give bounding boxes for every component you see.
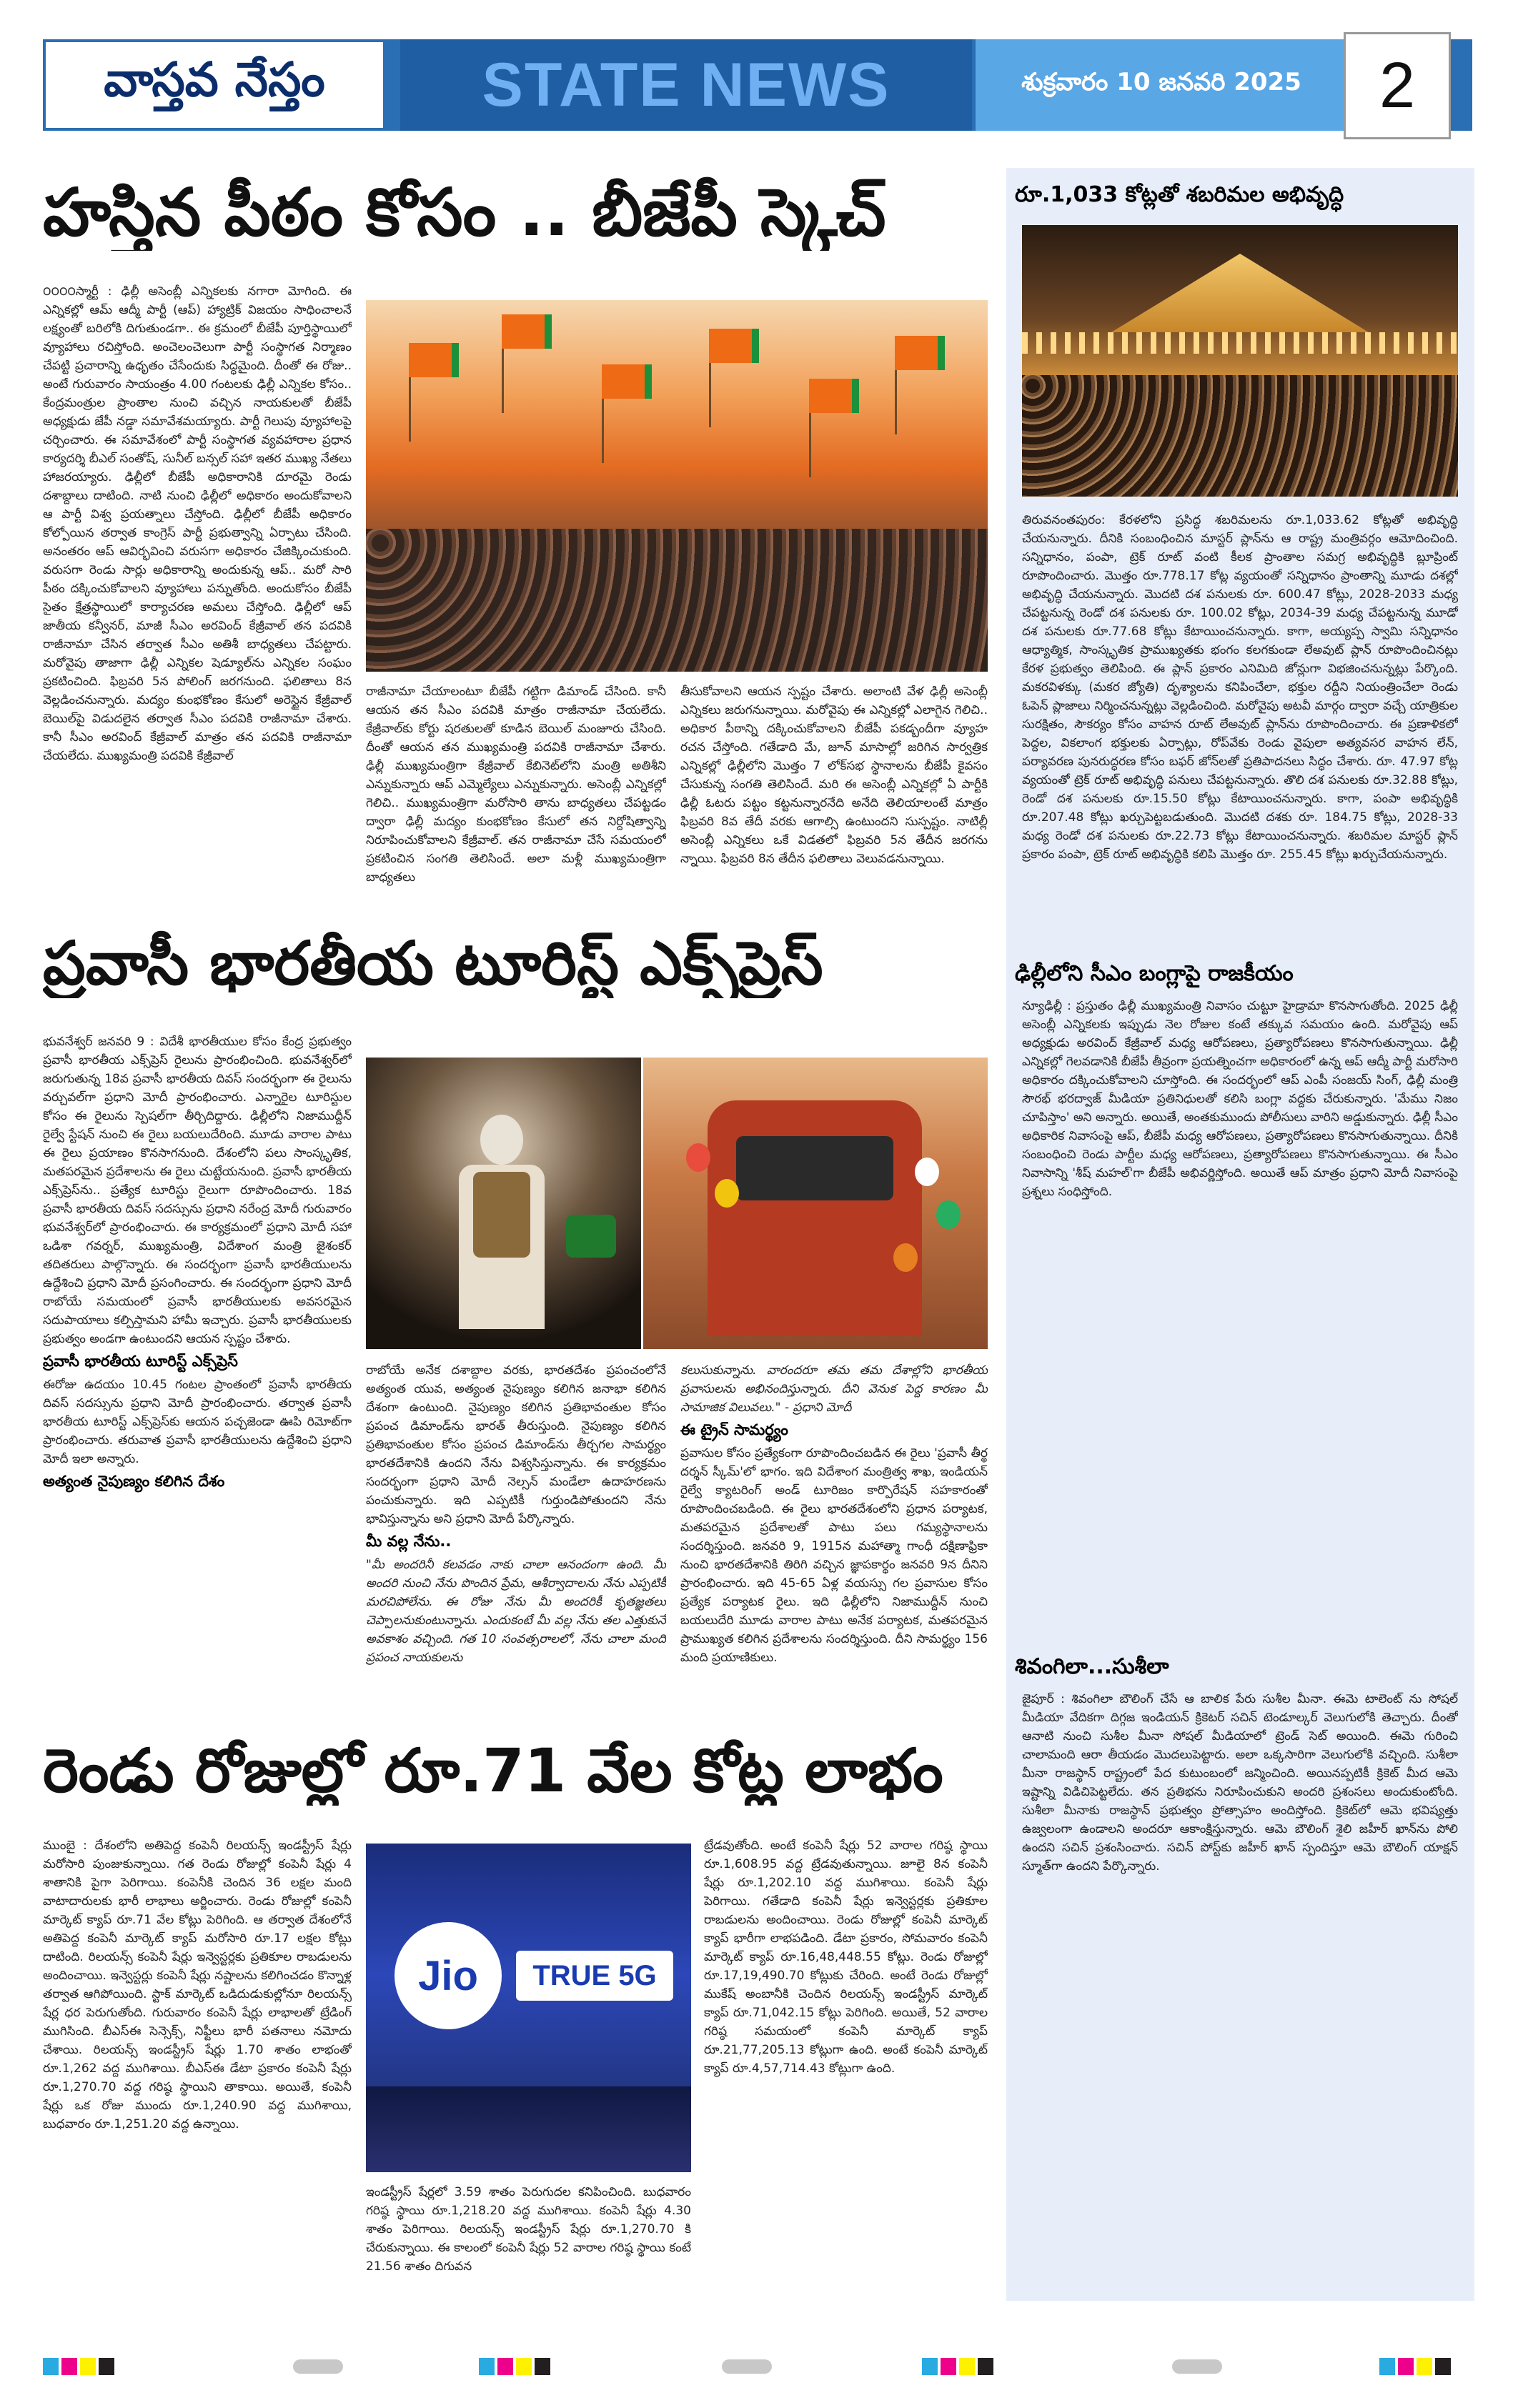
article2-subhead-4: ఈ ట్రైన్ సామర్థ్యం <box>680 1421 788 1438</box>
true5g-sign: TRUE 5G <box>516 1951 673 2001</box>
page-number-text: 2 <box>1379 49 1416 121</box>
flag-icon <box>502 314 552 349</box>
color-mark <box>61 2358 77 2375</box>
sidebar-story3-body: జైపూర్ : శివంగిలా బౌలింగ్ చేసే ఆ బాలిక పేరు సుశీల మీనా. ఈమె టాలెంట్ ను సోషల్ మీడియా వేదికగా దిగ్గజ ఇండియన్ క్రికెటర్ సచిన్ టెండూల్కర్ వెలుగులోకి తెచ్చారు. దీంతో ఆనాటి నుంచి సుశీల మీనా సోషల్ మీడియాలో ట్రెండ్ సెట్ అయింది. ఈమె గురించి చాలామంది ఆరా తీయడం మొదలుపెట్టారు. అలా ఒక్కసారిగా వెలుగులోకి వచ్చింది. సుశీలా మీనా రాజస్థాన్ రాష్ట్రంలో పేద కుటుంబంలో జన్మించింది. అయినప్పటికీ క్రికెట్ మీద ఆమె ఇష్టాన్ని విడిచిపెట్టలేదు. తన ప్రతిభను నిరూపించుకుని అందరి ప్రశంసలు అందుకుంటోంది. సుశీలా మీనాకు రాజస్థాన్ ప్రభుత్వం ప్రోత్సాహం అందిస్తోంది. క్రికెట్‌లో ఆమె భవిష్యత్తు ఉజ్వలంగా ఉండాలని అందరూ ఆకాంక్షిస్తున్నారు. ఆమె బౌలింగ్ శైలి జహీర్ ఖాన్‌ను పోలి ఉందని సచిన్ ప్రశంసించారు. సచిన్ పోస్ట్‌కు జహీర్ ఖాన్ స్పందిస్తూ ఆమె బౌలింగ్ యాక్షన్ స్మూత్‌గా ఉందని పేర్కొన్నారు. <box>1022 1692 1458 1874</box>
flag-icon <box>809 379 859 413</box>
article1-column-2: రాజీనామా చేయాలంటూ బీజేపీ గట్టిగా డిమాండ్ చేసింది. కానీ ఆయన తన సీఎం పదవికి మాత్రం రాజీనామా చేయలేదు. కేజ్రీవాల్‌కు కోర్టు షరతులతో కూడిన బెయిల్ మంజూరు చేసింది. దీంతో ఆయన తన ముఖ్యమంత్రి పదవికి రాజీనామా చేశారు. ఢిల్లీ ముఖ్యమంత్రిగా కేజ్రీవాల్ కేబినెట్‌లోని మంత్రి అతిశీని ఎన్నుకున్నారు ఆప్ ఎమ్మెల్యేలు ఎన్నుకున్నారు. అసెంబ్లీ ఎన్నికల్లో గెలిచి.. ముఖ్యమంత్రిగా మరోసారి తాను బాధ్యతలు చేపట్టడం ద్వారా ఢిల్లీ మద్యం కుంభకోణం కేసులో తన నిర్దోషిత్వాన్ని నిరూపించుకోవాలని కేజ్రీవాల్. తన రాజీనామా చేసే సమయంలో ప్రకటించిన సంగతి తెలిసిందే. అలా మళ్లీ ముఖ్యమంత్రిగా బాధ్యతలు <box>366 685 666 885</box>
stage-floor-shape <box>366 2086 691 2172</box>
article2-column-2b-text: "మీ అందరినీ కలవడం నాకు చాలా ఆనందంగా ఉంది. మీ అందరి నుంచి నేను పొందిన ప్రేమ, ఆశీర్వాదాలను నేను ఎప్పటికీ మరచిపోలేను. ఈ రోజు నేను మీ అందరికీ కృతజ్ఞతలు చెప్పాలనుకుంటున్నాను. ఎందుకంటే మీ వల్ల నేను తల ఎత్తుకునే అవకాశం వచ్చింది. గత 10 సంవత్సరాలలో, నేను చాలా మంది ప్రపంచ నాయకులను <box>366 1558 666 1665</box>
color-mark <box>99 2358 114 2375</box>
temple-roof-shape <box>1079 254 1401 332</box>
sidebar-story3-headline[interactable]: శివంగిలా...సుశీలా <box>1015 1654 1169 1679</box>
article2-column-2-text: రాబోయే అనేక దశాబ్దాల వరకు, భారతదేశం ప్రపంచంలోనే అత్యంత యువ, అత్యంత నైపుణ్యం కలిగిన జనాభా కలిగిన దేశంగా ఉంటుంది. నైపుణ్యం కలిగిన ప్రతిభావంతుల కోసం ప్రపంచ డిమాండ్‌ను భారత్ తీరుస్తుంది. నైపుణ్యం కలిగిన ప్రతిభావంతుల కోసం ప్రపంచ డిమాండ్‌ను తీర్చగల సామర్థ్యం భారతదేశానికి ఉందని నేను విశ్వసిస్తున్నాను. ఈ కార్యక్రమం సందర్భంగా ప్రధాని మోదీ నెల్సన్ మండేలా ఉదాహరణను పంచుకున్నారు. ఇది ఎప్పటికీ గుర్తుండిపోతుందని నేను భావిస్తున్నాను అని ప్రధాని మోదీ పేర్కొన్నారు. <box>366 1363 666 1526</box>
article1-column-3: తీసుకోవాలని ఆయన స్పష్టం చేశారు. అలాంటి వేళ ఢిల్లీ అసెంబ్లీ ఎన్నికలు జరుగనున్నాయి. మరోవైపు ఈ ఎన్నికల్లో ఎలాగైన గెలిచి.. అధికార పీఠాన్ని దక్కించుకోవాలని బీజేపీ పకడ్బందీగా వ్యూహ రచన చేస్తోంది. గతేడాది మే, జూన్ మాసాల్లో జరిగిన సార్వత్రిక ఎన్నికల్లో ఢిల్లీలోని మొత్తం 7 లోక్‌సభ స్థానాలను బీజేపీ కైవసం చేసుకున్న సంగతి తెలిసిందే. మరి ఈ అసెంబ్లీ ఎన్నికల్లో ఏ పార్టీకి ఢిల్లీ ఓటరు పట్టం కట్టనున్నారనేది అనేది తెలియాలంటే మాత్రం ఫిబ్రవరి 8వ తేదీ వరకు ఆగాల్సి ఉంటుందని సుస్పష్టం. నాటిల్లీ అసెంబ్లీ ఎన్నికలు ఒకే విడతలో ఫిబ్రవరి 5న తేదీన జరగను న్నాయి. ఫిబ్రవరి 8న తేదీన ఫలితాలు వెలువడనున్నాయి. <box>680 685 988 866</box>
masthead <box>0 39 1513 131</box>
devotee-crowd-illustration <box>1022 375 1458 497</box>
balloon-icon <box>686 1143 710 1172</box>
color-mark <box>941 2358 956 2375</box>
color-registration-marks <box>479 2358 550 2375</box>
article2-column-3b-text: ప్రవాసుల కోసం ప్రత్యేకంగా రూపొందించబడిన ఈ రైలు 'ప్రవాసీ తీర్థ దర్శన్ స్కీమ్'లో భాగం. ఇది విదేశాంగ మంత్రిత్వ శాఖ, ఇండియన్ రైల్వే క్యాటరింగ్ అండ్ టూరిజం కార్పొరేషన్ సహకారంతో రూపొందించబడింది. ఈ రైలు భారతదేశంలోని ప్రధాన పర్యాటక, మతపరమైన ప్రదేశాలతో పాటు పలు గమ్యస్థానాలను సందర్శిస్తుంది. జనవరి 9, 1915న మహాత్మా గాంధీ దక్షిణాఫ్రికా నుంచి భారతదేశానికి తిరిగి వచ్చిన జ్ఞాపకార్థం జనవరి 9న దీనిని ప్రారంభించారు. ఇది 45-65 ఏళ్ల వయస్సు గల ప్రవాసుల కోసం ప్రత్యేక పర్యాటక రైలు. ఇది ఢిల్లీలోని నిజాముద్దీన్ నుంచి బయలుదేరి మూడు వారాల పాటు అనేక పర్యాటక, మతపరమైన ప్రాముఖ్యత కలిగిన ప్రదేశాలను సందర్శిస్తుంది. దీని సామర్థ్యం 156 మంది ప్రయాణికులు. <box>680 1446 988 1665</box>
article1-headline[interactable]: హస్తిన పీఠం కోసం .. బీజేపీ స్కెచ్ <box>43 175 886 251</box>
issue-date-text: శుక్రవారం 10 జనవరి 2025 <box>1021 68 1301 96</box>
article3-column-2: ఇండస్ట్రీస్ షేర్లలో 3.59 శాతం పెరుగుదల కనిపించింది. బుధవారం గరిష్ఠ స్థాయి రూ.1,218.20 వద్ద ముగిశాయి. కంపెనీ షేర్లు 4.30 శాతం పెరిగాయి. రిలయన్స్ ఇండస్ట్రీస్ షేర్లు రూ.1,270.70 కి చేరుకున్నాయి. ఈ కాలంలో కంపెనీ షేర్లు 52 వారాల గరిష్ఠ స్థాయి కంటే 21.56 శాతం దిగువన <box>366 2185 691 2274</box>
flag-icon <box>602 364 652 399</box>
train-photo <box>643 1058 988 1349</box>
article2-column-1b-text: ఈరోజు ఉదయం 10.45 గంటల ప్రాంతంలో ప్రవాసీ భారతీయ దివస్ సదస్సును ప్రధాని మోదీ ప్రారంభించారు. తర్వాత ప్రవాసీ భారతీయ టూరిస్ట్ ఎక్స్‌ప్రెస్‌కు ఆయన పచ్చజెండా ఊపి రిమోట్‌గా ప్రారంభించారు. తరువాత ప్రవాసీ భారతీయులను ఉద్దేశించి ప్రధాని మోదీ ఇలా అన్నారు. <box>43 1378 352 1466</box>
color-registration-marks <box>43 2358 114 2375</box>
speaker-figure <box>452 1115 552 1329</box>
color-mark <box>43 2358 59 2375</box>
issue-date <box>976 39 1347 131</box>
balloon-icon <box>715 1179 739 1208</box>
color-registration-marks <box>922 2358 993 2375</box>
train-window-shape <box>736 1136 893 1200</box>
color-mark <box>978 2358 993 2375</box>
article2-subhead-1: ప్రవాసీ భారతీయ టూరిస్ట్ ఎక్స్‌ప్రెస్ <box>43 1353 238 1370</box>
flag-icon <box>709 329 759 363</box>
sidebar-story1-body: తిరువనంతపురం: కేరళలోని ప్రసిద్ధ శబరిమలను రూ.1,033.62 కోట్లతో అభివృద్ధి చేయనున్నారు. దీనికి సంబంధించిన మాస్టర్ ప్లాన్‌ను ఆ రాష్ట్ర మంత్రివర్గం ఆమోదించింది. సన్నిధానం, పంపా, ట్రెక్ రూట్ వంటి కీలక ప్రాంతాల సమగ్ర అభివృద్ధికి బ్లూప్రింట్ రూపొందించారు. మొత్తం రూ.778.17 కోట్ల వ్యయంతో సన్నిధానం ప్రాంతాన్ని మూడు దశల్లో అభివృద్ధి చేయనున్నారు. మొదటి దశ పనులకు రూ. 600.47 కోట్లు, 2028-2033 మధ్య చేపట్టనున్న రెండో దశ పనులకు రూ. 100.02 కోట్లు, 2034-39 మధ్య చేపట్టనున్న మూడో దశ పనులకు రూ.77.68 కోట్లు కేటాయించనున్నారు. కాగా, అయ్యప్ప స్వామి సన్నిధానం ఆధ్యాత్మిక, సాంస్కృతిక ప్రాముఖ్యతకు భంగం కలగకుండా లేఅవుట్ ప్లాన్ రూపొందించినట్లు కేరళ ప్రభుత్వం తెలిపింది. ఈ ప్లాన్ ప్రకారం ఎనిమిది జోన్లుగా విభజించనున్నట్లు పేర్కొంది. మకరవిళక్కు (మకర జ్యోతి) దృశ్యాలను కనిపించేలా, భక్తుల రద్దీని నియంత్రించేలా రెండు ఓపెన్ ప్లాజాలు నిర్మించనున్నట్లు వెల్లడించింది. మరోవైపు అటవీ మార్గం ద్వారా వచ్చే యాత్రికుల సురక్షితం, సౌకర్యం కోసం వాహన రూట్ లేఅవుట్ ప్లాన్‌ను రూపొందించారు. ఈ ప్రణాళికలో పెద్దల, వికలాంగ భక్తులకు ఏర్పాట్లు, రోప్‌వేకు రెండు వైపులా అత్యవసర వాహన లేన్, పర్యావరణ పునరుద్ధరణ కోసం బఫర్ జోన్‌లతో ప్రతిపాదనలు సిద్ధం చేశారు. రూ. 47.97 కోట్ల వ్యయంతో ట్రెక్ రూట్ అభివృద్ధి పనులు చేపట్టనున్నారు. తొలి దశ పనులకు రూ.32.88 కోట్లు, రెండో దశ పనులకు రూ.15.50 కోట్లు కేటాయించనున్నారు. కాగా, పంపా అభివృద్ధికి రూ.207.48 కోట్లు ఖర్చుపెట్టబడుతుంది. మొదటి దశకు రూ. 184.75 కోట్లు, 2028-33 మధ్య రెండో దశ పనులకు రూ.22.73 కోట్లు కేటాయించనున్నారు. శబరిమల మాస్టర్ ప్లాన్ ప్రకారం పంపా, ట్రెక్ రూట్ అభివృద్ధికి కలిపి మొత్తం రూ. 255.45 కోట్లు ఖర్చుచేయనున్నారు. <box>1022 513 1458 862</box>
page-number <box>1344 32 1451 139</box>
jio-logo: Jio <box>395 1922 502 2029</box>
color-mark <box>479 2358 495 2375</box>
article2-subhead-2: అత్యంత నైపుణ్యం కలిగిన దేశం <box>43 1473 225 1490</box>
article2-column-3-text: కలుసుకున్నాను. వారందరూ తమ తమ దేశాల్లోని భారతీయ ప్రవాసులను అభినందిస్తున్నారు. దీని వెనుక పెద్ద కారణం మీ సామాజిక విలువలు." - ప్రధాని మోదీ <box>680 1363 988 1415</box>
color-mark <box>1435 2358 1451 2375</box>
article2-column-1 <box>43 1033 352 1722</box>
color-mark <box>80 2358 96 2375</box>
color-mark <box>535 2358 550 2375</box>
train-engine-shape <box>708 1100 922 1336</box>
balloon-icon <box>893 1243 918 1272</box>
sidebar-story1-headline[interactable]: రూ.1,033 కోట్లతో శబరిమల అభివృద్ధి <box>1015 182 1344 207</box>
registration-pill <box>1172 2359 1222 2374</box>
registration-pill <box>722 2359 772 2374</box>
sabarimala-temple-photo <box>1022 225 1458 497</box>
color-registration-marks <box>1379 2358 1451 2375</box>
flag-icon <box>895 336 945 370</box>
crowd-illustration <box>366 529 988 672</box>
balloon-icon <box>936 1200 961 1229</box>
logo-text: వాస్తవ నేస్తం <box>104 51 325 107</box>
article2-column-3 <box>680 1361 988 1722</box>
green-flag-icon <box>566 1215 616 1258</box>
article2-column-1-text: భువనేశ్వర్ జనవరి 9 : విదేశీ భారతీయుల కోసం కేంద్ర ప్రభుత్వం ప్రవాసీ భారతీయ ఎక్స్‌ప్రెస్ రైలును ప్రారంభించింది. భువనేశ్వర్‌లో జరుగుతున్న 18వ ప్రవాసీ భారతీయ దివస్ సందర్భంగా ఈ రైలును వర్చువల్‌గా ప్రధాని మోదీ ప్రారంభించారు. ఎన్నారైల టూరిస్టుల కోసం ఈ రైలును స్పెషల్‌గా తీర్చిదిద్దారు. ఢిల్లీలోని నిజాముద్దీన్ రైల్వే స్టేషన్ నుంచి ఈ రైలు బయలుదేరింది. మూడు వారాల పాటు ఈ రైలు ప్రయాణం కొనసాగనుంది. దేశంలోని పలు సాంస్కృతిక, మతపరమైన ప్రదేశాలను ఈ రైలు చుట్టేయనుంది. ప్రవాసీ భారతీయ ఎక్స్‌ప్రెస్‌ను.. ప్రత్యేక టూరిస్టు రైలుగా రూపొందించారు. 18వ ప్రవాసీ భారతీయ దివస్ సదస్సును ప్రధాని నరేంద్ర మోదీ గురువారం భువనేశ్వర్‌లో ప్రారంభించారు. ఈ కార్యక్రమంలో ప్రధాని మోదీ సహా ఒడిశా గవర్నర్, ముఖ్యమంత్రి, విదేశాంగ మంత్రి జైశంకర్ తదితరులు పాల్గొన్నారు. ఈ సందర్భంగా ప్రవాసీ భారతీయులను ఉద్దేశించి ప్రధాని మోదీ ప్రసంగించారు. ఈ సందర్భంగా ప్రధాని మోదీ రాబోయే సమయంలో ప్రవాసీ భారతీయులకు అవసరమైన సదుపాయాలు కల్పిస్తామని హామీ ఇచ్చారు. ప్రవాసీ భారతీయులకు ప్రభుత్వం అండగా ఉంటుందని ఆయన స్పష్టం చేశారు. <box>43 1035 352 1346</box>
color-mark <box>922 2358 938 2375</box>
bjp-rally-photo <box>366 300 988 672</box>
color-mark <box>1379 2358 1395 2375</box>
registration-pill <box>293 2359 343 2374</box>
article2-subhead-3: మీ వల్ల నేను.. <box>366 1533 452 1550</box>
newspaper-logo[interactable] <box>43 39 386 131</box>
vest-shape <box>473 1172 530 1258</box>
sidebar-story2-headline[interactable]: ఢిల్లీలోని సీఎం బంగ్లాపై రాజకీయం <box>1015 961 1294 986</box>
section-title <box>400 39 972 131</box>
balloon-icon <box>915 1158 939 1186</box>
temple-lights-shape <box>1022 332 1458 354</box>
pm-modi-photo <box>366 1058 641 1349</box>
section-title-text: STATE NEWS <box>482 50 891 119</box>
color-mark <box>1398 2358 1414 2375</box>
jio-5g-photo <box>366 1844 691 2172</box>
article3-column-3: ట్రేడవుతోంది. అంటే కంపెనీ షేర్లు 52 వారాల గరిష్ఠ స్థాయి రూ.1,608.95 వద్ద ట్రేడవుతున్నాయి. జూలై 8న కంపెనీ షేర్లు రూ.1,202.10 వద్ద ముగిశాయి. కంపెనీ షేర్లు పెరిగాయి. గతేడాది కంపెనీ షేర్లు ఇన్వెస్టర్లకు ప్రతికూల రాబడులను అందించాయి. రెండు రోజుల్లో కంపెనీ మార్కెట్ క్యాప్ భారీగా లాభపడింది. డేటా ప్రకారం, సోమవారం కంపెనీ మార్కెట్ క్యాప్ రూ.16,48,448.55 కోట్లు. రెండు రోజుల్లో రూ.17,19,490.70 కోట్లుకు చేరింది. అంటే రెండు రోజుల్లో ముకేష్ అంబానీకి చెందిన రిలయన్స్ ఇండస్ట్రీస్ మార్కెట్ క్యాప్ రూ.71,042.15 కోట్లు పెరిగింది. అయితే, 52 వారాల గరిష్ఠ సమయంలో కంపెనీ మార్కెట్ క్యాప్ రూ.21,77,205.13 కోట్లుగా ఉంది. అంటే కంపెనీ మార్కెట్ క్యాప్ రూ.4,57,714.43 కోట్లుగా ఉంది. <box>704 1839 988 2076</box>
sidebar-story2-body: న్యూఢిల్లీ : ప్రస్తుతం ఢిల్లీ ముఖ్యమంత్రి నివాసం చుట్టూ హైడ్రామా కొనసాగుతోంది. 2025 ఢిల్లీ అసెంబ్లీ ఎన్నికలకు ఇప్పుడు నెల రోజుల కంటే తక్కువ సమయం ఉంది. మరోవైపు ఆప్ అధ్యక్షుడు అరవింద్ కేజ్రీవాల్ మధ్య ఆరోపణలు, ప్రత్యారోపణలు కొనసాగుతున్నాయి. ఢిల్లీ ఎన్నికల్లో గెలవడానికి బీజేపీ తీవ్రంగా ప్రయత్నించగా అధికారంలో ఉన్న ఆప్ ఆద్మీ పార్టీ మరోసారి అధికారం దక్కించుకోవాలని చూస్తోంది. ఈ సందర్భంలో ఆప్ ఎంపీ సంజయ్ సింగ్, ఢిల్లీ మంత్రి సౌరభ్ భరద్వాజ్ మీడియా ప్రతినిధులతో కలిసి బంగ్లా వద్దకు చేరుకున్నారు. 'మేము నిజం చూపిస్తాం' అని అన్నారు. అయితే, అంతకుముందు పోలీసులు వారిని అడ్డుకున్నారు. ఢిల్లీ సీఎం అధికారిక నివాసంపై ఆప్, బీజేపీ మధ్య ఆరోపణలు, ప్రత్యారోపణలు కొనసాగుతున్నాయి. దీనికి సంబంధించి రెండు పార్టీల మధ్య ఆరోపణలు, ప్రత్యారోపణలు కొనసాగుతున్నాయి. ఈ సీఎం నివాసాన్ని 'శీష్ మహల్'గా బీజేపీ అభివర్ణిస్తోంది. అయితే ఆప్ మాత్రం ప్రధాని మోదీ నివాసంపై ప్రశ్నలు సంధిస్తోంది. <box>1022 999 1458 1199</box>
color-mark <box>959 2358 975 2375</box>
article3-column-1: ముంబై : దేశంలోని అతిపెద్ద కంపెనీ రిలయన్స్ ఇండస్ట్రీస్ షేర్లు మరోసారి పుంజుకున్నాయి. గత రెండు రోజుల్లో కంపెనీ షేర్లు 4 శాతానికి పైగా పెరిగాయి. కంపెనీకి చెందిన 36 లక్షల మంది వాటాదారులకు భారీ లాభాలు అర్జించారు. రెండు రోజుల్లో కంపెనీ మార్కెట్ క్యాప్ రూ.71 వేల కోట్లు పెరిగింది. ఆ తర్వాత దేశంలోనే అతిపెద్ద కంపెనీ మార్కెట్ క్యాప్ మరోసారి రూ.17 లక్షల కోట్లు దాటింది. రిలయన్స్ కంపెనీ షేర్లు ఇన్వెస్టర్లకు ప్రతికూల రాబడులను అందించాయి. ఇన్వెస్టర్లు కంపెనీ షేర్లు నష్టాలను కలిగించడం కొన్నాళ్ల తర్వాత ఆగిపోయింది. స్టాక్ మార్కెట్ ఒడిదుడుకుల్లోనూ రిలయన్స్ షేర్ల ధర పెరుగుతోంది. గురువారం కంపెనీ షేర్లు లాభాలతో ట్రేడింగ్ ముగిసింది. బీఎస్ఈ సెన్సెక్స్, నిఫ్టీలు భారీ పతనాలు నమోదు చేశాయి. రిలయన్స్ ఇండస్ట్రీస్ షేర్లు 1.70 శాతం లాభంతో రూ.1,262 వద్ద ముగిశాయి. బీఎస్ఈ డేటా ప్రకారం కంపెనీ షేర్లు రూ.1,270.70 వద్ద గరిష్ఠ స్థాయిని తాకాయి. అయితే, కంపెనీ షేర్లు ఒక రోజు ముందు రూ.1,240.90 వద్ద ముగిశాయి, బుధవారం రూ.1,251.20 వద్ద ఉన్నాయి. <box>43 1839 352 2131</box>
color-mark <box>516 2358 532 2375</box>
article1-column-1: ౦౦౦౦స్మార్టీ : ఢిల్లీ అసెంబ్లీ ఎన్నికలకు నగారా మోగింది. ఈ ఎన్నికల్లో ఆమ్ ఆద్మీ పార్టీ (ఆప్) హ్యాట్రిక్ విజయం సాధించాలనే లక్ష్యంతో బరిలోకి దిగుతుండగా.. ఈ క్రమంలో బీజేపీ పూర్తిస్థాయిలో వ్యూహాలు రచిస్తోంది. అంచెలంచెలుగా పార్టీ సంస్థాగత నిర్మాణం చేపట్టి ప్రచారాన్ని ఉధృతం చేసేందుకు సిద్ధమైంది. దీంతో ఈ రోజు.. అంటే గురువారం సాయంత్రం 4.00 గంటలకు ఢిల్లీ ఎన్నికల కోసం.. కేంద్రమంత్రుల ప్రాంతాల నుంచి వచ్చిన నాయకులతో బీజేపీ అధ్యక్షుడు జేపీ నడ్డా సమావేశమయ్యారు. పార్టీ గెలుపు వ్యూహాలపై చర్చించారు. ఈ సమావేశంలో పార్టీ సంస్థాగత వ్యవహారాల ప్రధాన కార్యదర్శి బీఎల్ సంతోష్, సునీల్ బన్సల్ సహా ఇతర ముఖ్య నేతలు హాజరయ్యారు. ఢిల్లీలో బీజేపీ అధికారానికి దూరమై రెండు దశాబ్దాలు దాటింది. నాటి నుంచి ఢిల్లీలో అధికారం అందుకోవాలని ఆ పార్టీ విశ్వ ప్రయత్నాలు చేస్తోంది. ఢిల్లీలో బీజేపీ అధికారం కోల్పోయిన తర్వాత కాంగ్రెస్ పార్టీ ప్రభుత్వాన్ని ఏర్పాటు చేసింది. అనంతరం ఆప్ ఆవిర్భవించి వరుసగా అధికారం చేజిక్కించుకుంది. వరుసగా రెండు సార్లు అధికారాన్ని అందుకున్న ఆప్.. మరో సారి పీఠం దక్కించుకోవాలని వ్యూహాలు పన్నుతోంది. అందుకోసం బీజేపీ సైతం క్షేత్రస్థాయిలో కార్యాచరణ అమలు చేస్తోంది. ఢిల్లీలో ఆప్ జాతీయ కన్వీనర్, మాజీ సీఎం అరవింద్ కేజ్రీవాల్ తన పదవికి రాజీనామా చేసిన తర్వాత సీఎం అతిశీ బాధ్యతలు చేపట్టారు. మరోవైపు తాజాగా ఢిల్లీ ఎన్నికల షెడ్యూల్‌ను ఎన్నికల సంఘం ప్రకటించింది. ఫిబ్రవరి 5న పోలింగ్ జరగనుంది. ఫలితాలు 8న వెల్లడించనున్నారు. మద్యం కుంభకోణం కేసులో అరెస్టైన కేజ్రీవాల్ బెయిల్‌పై విడుదలైన తర్వాత సీఎం పదవికి రాజీనామా చేశారు. కానీ సీఎం అరవింద్ కేజ్రీవాల్ మాత్రం తన పదవికి రాజీనామా చేయలేదు. ముఖ్యమంత్రి పదవికి కేజ్రీవాల్ <box>43 284 352 763</box>
article3-headline[interactable]: రెండు రోజుల్లో రూ.71 వేల కోట్ల లాభం <box>43 1736 943 1806</box>
color-mark <box>497 2358 513 2375</box>
color-mark <box>1417 2358 1432 2375</box>
flag-icon <box>409 343 459 377</box>
head-shape <box>480 1115 523 1165</box>
article2-headline[interactable]: ప్రవాసీ భారతీయ టూరిస్ట్ ఎక్స్‌ప్రెస్ <box>43 929 823 998</box>
article2-column-2 <box>366 1361 666 1722</box>
